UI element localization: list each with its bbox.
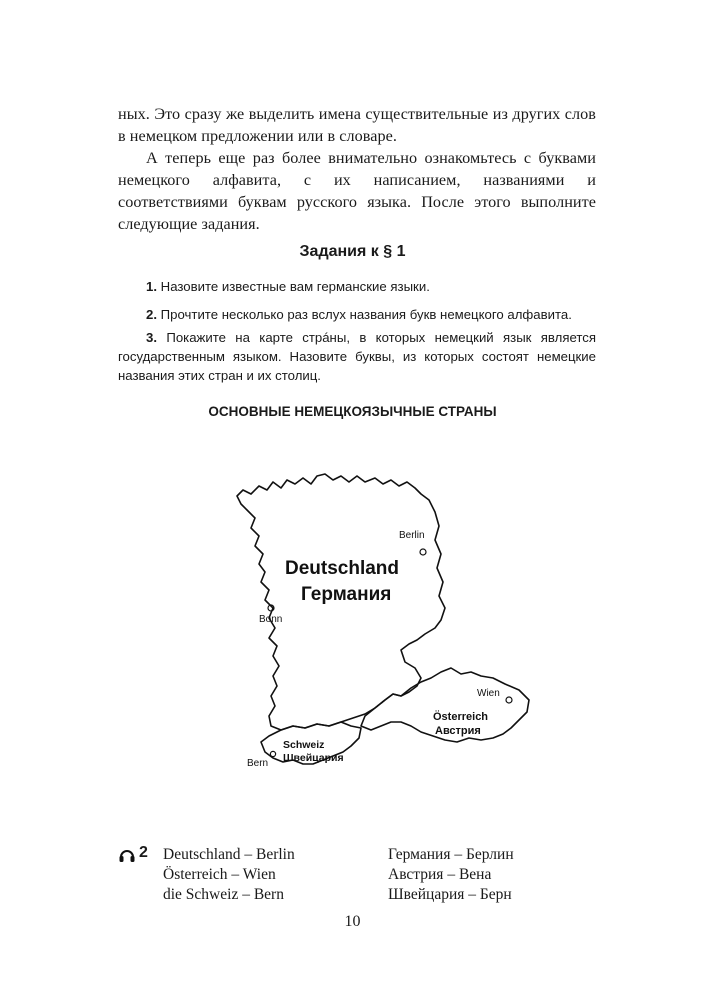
city-berlin: Berlin	[399, 530, 425, 541]
task-number: 2.	[146, 307, 157, 322]
austria-label-de: Österreich	[433, 711, 489, 723]
task-2	[118, 305, 596, 324]
task-1	[118, 277, 596, 296]
task-text: Назовите известные вам германские языки.	[160, 279, 430, 294]
list-item	[118, 845, 598, 865]
pair-ru: Германия – Берлин	[388, 846, 514, 863]
pair-ru: Швейцария – Берн	[388, 886, 512, 903]
austria-label-ru: Австрия	[435, 725, 481, 737]
city-bonn: Bonn	[259, 614, 283, 625]
page-number: 10	[344, 913, 361, 930]
task-number: 3.	[146, 330, 157, 345]
audio-track-number: 2	[139, 844, 148, 861]
map-title: ОСНОВНЫЕ НЕМЕЦКОЯЗЫЧНЫЕ СТРАНЫ	[208, 404, 497, 419]
city-wien: Wien	[477, 688, 500, 699]
pair-de: die Schweiz – Bern	[163, 886, 284, 903]
berlin-marker	[420, 549, 426, 555]
task-text: Покажите на карте стрáны, в которых немецкий язык является государственным языком. Назовите буквы, из которых состоят немецкие названия этих стран и их столиц.	[118, 330, 596, 383]
germany-label-ru: Германия	[301, 584, 392, 605]
switzerland-label-de: Schweiz	[283, 739, 325, 751]
section-heading: Задания к § 1	[299, 243, 406, 260]
list-item	[118, 885, 598, 905]
task-3	[118, 328, 596, 385]
map-german-speaking-countries	[225, 470, 545, 800]
task-number: 1.	[146, 279, 157, 294]
switzerland-label-ru: Швейцария	[283, 752, 344, 764]
bern-marker	[270, 751, 275, 756]
intro-paragraph-2: А теперь еще раз более внимательно ознакомьтесь с буквами немецкого алфавита, с их написанием, названиями и соответствиями буквам русского языка. После этого выполните следующие задания.	[118, 149, 596, 233]
pair-ru: Австрия – Вена	[388, 866, 492, 883]
list-item	[118, 865, 598, 885]
germany-label-de: Deutschland	[285, 558, 400, 579]
pair-de: Österreich – Wien	[163, 866, 276, 883]
pair-de: Deutschland – Berlin	[163, 846, 295, 863]
city-bern: Bern	[247, 758, 269, 769]
country-capital-list	[118, 845, 598, 905]
wien-marker	[506, 697, 512, 703]
task-text: Прочтите несколько раз вслух названия букв немецкого алфавита.	[160, 307, 572, 322]
intro-paragraph-1: ных. Это сразу же выделить имена существительные из других слов в немецком предложении или в словаре.	[118, 105, 596, 145]
